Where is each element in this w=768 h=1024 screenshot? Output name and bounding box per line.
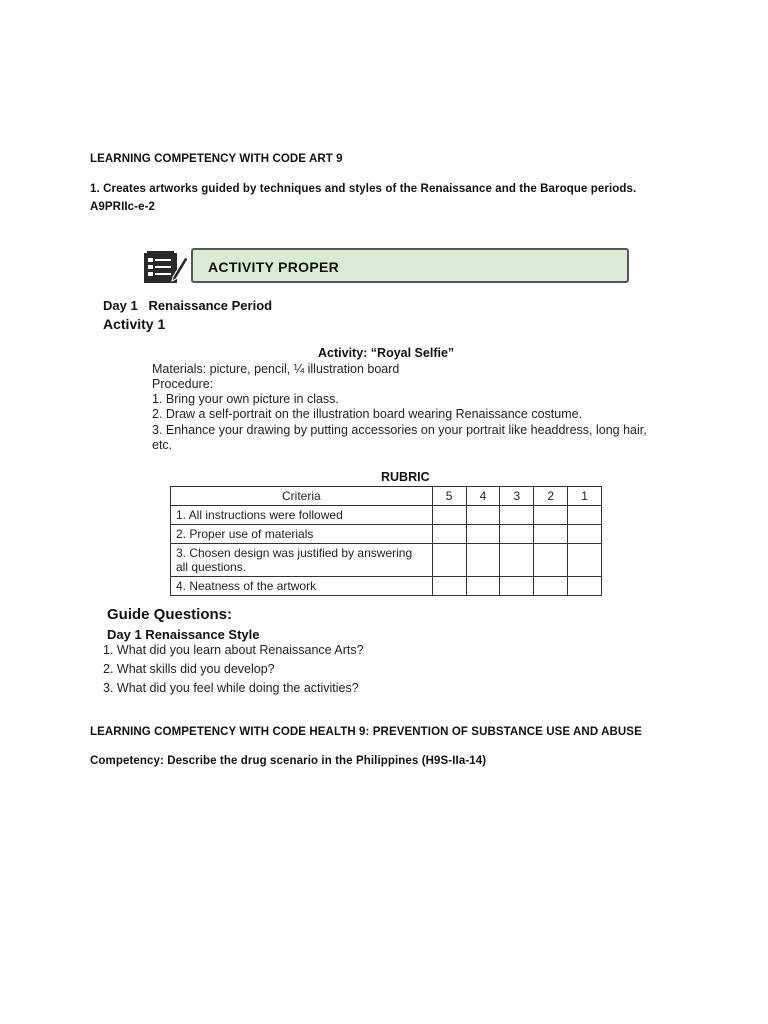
- score-cell: [568, 544, 602, 577]
- table-row: [171, 525, 602, 544]
- score-cell: [466, 544, 500, 577]
- score-cell: [534, 544, 568, 577]
- guide-questions-title: Guide Questions:: [107, 606, 233, 623]
- column-header: Criteria: [171, 487, 433, 506]
- art-competency-item: 1. Creates artworks guided by techniques and styles of the Renaissance and the Baroque periods.: [90, 183, 637, 195]
- column-header: 4: [466, 487, 500, 506]
- column-header: 3: [500, 487, 534, 506]
- procedure-label: Procedure:: [152, 377, 214, 391]
- guide-question: 2. What skills did you develop?: [103, 662, 275, 676]
- activity-title: Activity: “Royal Selfie”: [318, 346, 455, 360]
- score-cell: [568, 506, 602, 525]
- activity-heading: Activity 1: [103, 316, 166, 332]
- score-cell: [466, 506, 500, 525]
- procedure-step: 3. Enhance your drawing by putting accessories on your portrait like headdress, long hair,: [152, 423, 647, 437]
- score-cell: [534, 506, 568, 525]
- table-row: [171, 544, 602, 577]
- checklist-pencil-icon: [141, 247, 191, 287]
- column-header: 5: [432, 487, 466, 506]
- guide-question: 1. What did you learn about Renaissance Arts?: [103, 643, 364, 657]
- score-cell: [568, 525, 602, 544]
- score-cell: [466, 577, 500, 596]
- guide-question: 3. What did you feel while doing the activities?: [103, 681, 359, 695]
- art-competency-heading: LEARNING COMPETENCY WITH CODE ART 9: [90, 153, 343, 165]
- table-row: [171, 577, 602, 596]
- score-cell: [568, 577, 602, 596]
- score-cell: [432, 506, 466, 525]
- score-cell: [466, 525, 500, 544]
- procedure-step: 1. Bring your own picture in class.: [152, 392, 339, 406]
- score-cell: [432, 525, 466, 544]
- table-header-row: [171, 487, 602, 506]
- score-cell: [432, 544, 466, 577]
- criteria-cell: 2. Proper use of materials: [171, 525, 433, 544]
- criteria-cell: 1. All instructions were followed: [171, 506, 433, 525]
- column-header: 1: [568, 487, 602, 506]
- score-cell: [432, 577, 466, 596]
- procedure-step: 2. Draw a self-portrait on the illustration board wearing Renaissance costume.: [152, 407, 583, 421]
- health-competency-line: Competency: Describe the drug scenario in the Philippines (H9S-IIa-14): [90, 755, 487, 767]
- score-cell: [500, 525, 534, 544]
- day-heading: Day 1 Renaissance Period: [103, 298, 273, 313]
- activity-proper-banner: [191, 248, 629, 283]
- score-cell: [534, 577, 568, 596]
- art-competency-code: A9PRIIc-e-2: [90, 201, 156, 213]
- guide-questions-subtitle: Day 1 Renaissance Style: [107, 627, 260, 642]
- banner-title: ACTIVITY PROPER: [208, 259, 340, 275]
- rubric-table: [170, 486, 602, 596]
- procedure-step: etc.: [152, 438, 173, 452]
- criteria-cell: 3. Chosen design was justified by answering all questions.: [171, 544, 433, 577]
- rubric-title: RUBRIC: [381, 470, 430, 484]
- criteria-cell: 4. Neatness of the artwork: [171, 577, 433, 596]
- column-header: 2: [534, 487, 568, 506]
- score-cell: [500, 544, 534, 577]
- health-competency-heading: LEARNING COMPETENCY WITH CODE HEALTH 9: PREVENTION OF SUBSTANCE USE AND ABUSE: [90, 726, 642, 738]
- score-cell: [500, 506, 534, 525]
- activity-materials: Materials: picture, pencil, ¼ illustration board: [152, 362, 400, 376]
- score-cell: [534, 525, 568, 544]
- table-row: [171, 506, 602, 525]
- score-cell: [500, 577, 534, 596]
